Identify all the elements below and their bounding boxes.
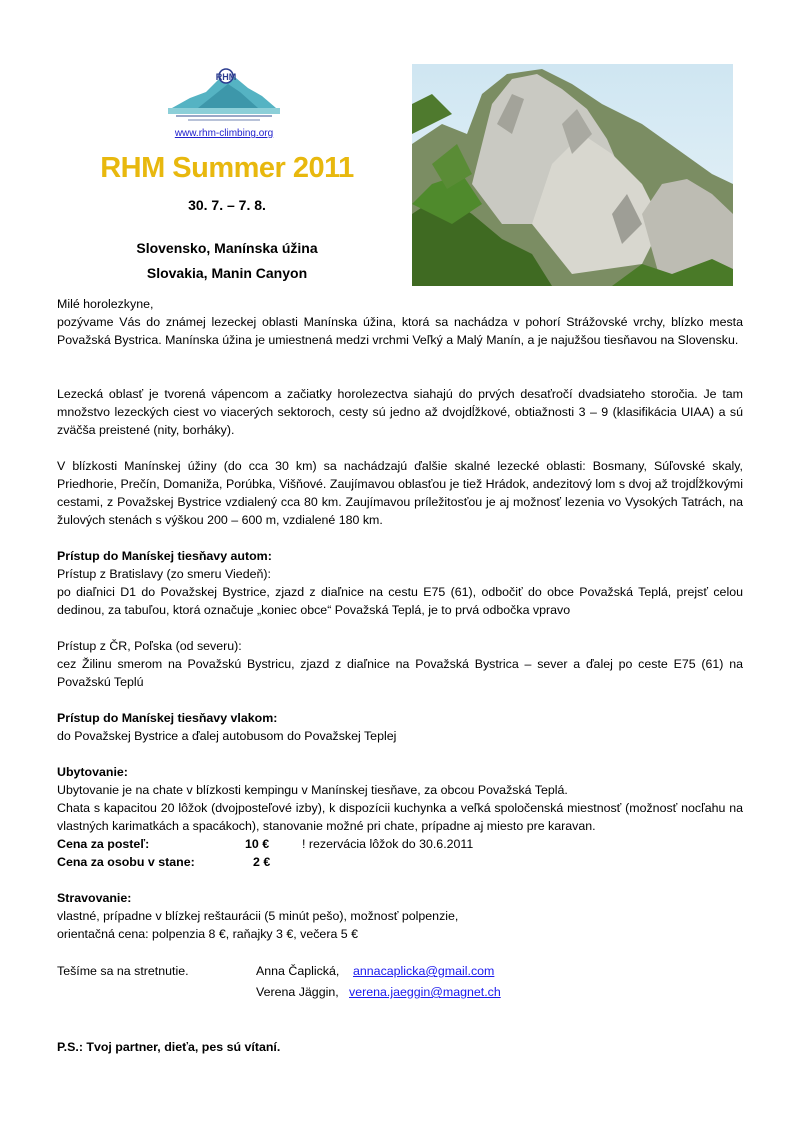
by-train-heading: Prístup do Manískej tiesňavy vlakom: (57, 711, 278, 725)
accommodation-line2: Chata s kapacitou 20 lôžok (dvojposteľové izby), k dispozícii kuchynka a veľká spoločenská miestnosť (možnosť nocľahu na vlastných karimatkách a spacákoch), stanovanie možné pri chate, prípadne aj miesto pre karavan. (57, 801, 743, 833)
from-bratislava-text: po diaľnici D1 do Považskej Bystrice, zjazd z diaľnice na cestu E75 (61), odbočiť do obce Považská Teplá, prejsť celou dedinou, za tabuľou, ktorá označuje „koniec obce“ Považská Teplá, je to prvá odbočka vpravo (57, 585, 743, 617)
bed-reservation-note: ! rezervácia lôžok do 30.6.2011 (302, 837, 474, 851)
contact-name-2: Verena Jäggin, (256, 985, 339, 999)
bed-price: 10 € (245, 837, 270, 851)
event-dates: 30. 7. – 7. 8. (188, 197, 266, 213)
closing-text: Tešíme sa na stretnutie. (57, 964, 189, 978)
location-en: Slovakia, Manin Canyon (146, 265, 308, 281)
accommodation-line1: Ubytovanie je na chate v blízkosti kempingu v Manínskej tiesňave, za obcou Považská Teplá. (57, 783, 568, 797)
bed-price-label: Cena za posteľ: (57, 837, 150, 851)
accommodation-heading: Ubytovanie: (57, 765, 128, 779)
page-title: RHM Summer 2011 (100, 152, 354, 184)
by-train-text: do Považskej Bystrice a ďalej autobusom do Považskej Teplej (57, 729, 397, 743)
from-north-text: cez Žilinu smerom na Považskú Bystricu, zjazd z diaľnice na Považská Bystrica – sever a ďalej po ceste E75 (61) na Považskú Teplú (57, 657, 743, 689)
contact-email-2[interactable]: verena.jaeggin@magnet.ch (349, 985, 501, 999)
intro-paragraph: pozývame Vás do známej lezeckej oblasti Manínska úžina, ktorá sa nachádza v pohorí Strážovské vrchy, blízko mesta Považská Bystrica. Manínska úžina je umiestnená medzi vrchmi Veľký a Malý Manín, a je najužšou tiesňavou na Slovensku. (57, 315, 743, 347)
from-bratislava-label: Prístup z Bratislavy (zo smeru Viedeň): (57, 567, 271, 581)
by-car-heading: Prístup do Manískej tiesňavy autom: (57, 549, 272, 563)
location-sk: Slovensko, Manínska úžina (136, 240, 318, 256)
contact-email-1[interactable]: annacaplicka@gmail.com (353, 964, 495, 978)
food-line2: orientačná cena: polpenzia 8 €, raňajky 3 €, večera 5 € (57, 927, 359, 941)
postscript: P.S.: Tvoj partner, dieťa, pes sú vítaní. (57, 1040, 281, 1054)
tent-price: 2 € (253, 855, 271, 869)
food-heading: Stravovanie: (57, 891, 132, 905)
from-north-label: Prístup z ČR, Poľska (od severu): (57, 639, 242, 653)
logo-caption: RHM (215, 72, 237, 82)
nearby-paragraph: V blízkosti Manínskej úžiny (do cca 30 km) sa nachádzajú ďalšie skalné lezecké oblasti: Bosmany, Súľovské skaly, Priedhorie, Prečín, Domaniža, Porúbka, Višňové. Zaujímavou oblasťou je tiež Hrádok, andezitový lom s dvoj až trojdĺžkovými cestami, z Považskej Bystrice vzdialený cca 80 km. Zaujímavou príležitosťou je aj možnosť lezenia vo Vysokých Tatrách, na žulových stenách s výškou 200 – 600 m, vzdialené 180 km. (57, 459, 743, 527)
canyon-photo (412, 64, 733, 286)
tent-price-label: Cena za osobu v stane: (57, 855, 195, 869)
area-paragraph: Lezecká oblasť je tvorená vápencom a začiatky horolezectva siahajú do prvých desaťročí dvadsiateho storočia. Je tam množstvo lezeckých ciest vo viacerých sektoroch, cesty sú jedno až dvojdĺžkové, obtiažnosti 3 – 9 (klasifikácia UIAA) a sú zväčša preistené (nity, borháky). (57, 387, 743, 437)
contact-name-1: Anna Čaplická, (256, 964, 340, 978)
greeting: Milé horolezkyne, (57, 297, 154, 311)
rhm-logo (168, 62, 280, 124)
food-line1: vlastné, prípadne v blízkej reštaurácii (5 minút pešo), možnosť polpenzie, (57, 909, 459, 923)
website-link[interactable]: www.rhm-climbing.org (174, 128, 274, 139)
